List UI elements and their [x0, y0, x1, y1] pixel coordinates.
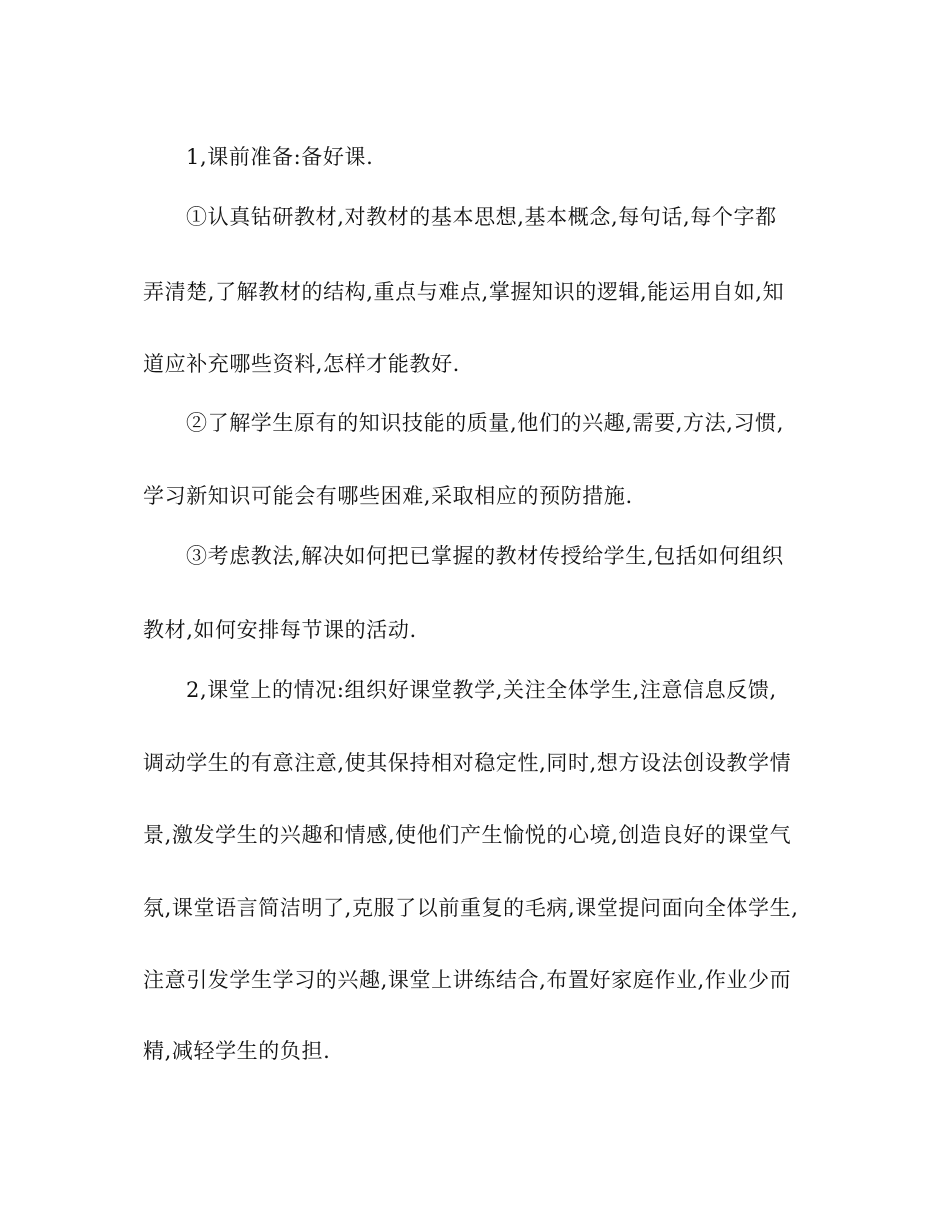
paragraph-1-line-1: ①认真钻研教材,对教材的基本思想,基本概念,每句话,每个字都 [186, 205, 777, 229]
section-2-line-1: 2,课堂上的情况:组织好课堂教学,关注全体学生,注意信息反馈, [186, 678, 777, 702]
paragraph-1-line-2: 弄清楚,了解教材的结构,重点与难点,掌握知识的逻辑,能运用自如,知 [143, 280, 785, 304]
paragraph-1-line-3: 道应补充哪些资料,怎样才能教好. [143, 352, 460, 376]
section-2-line-6: 精,减轻学生的负担. [143, 1039, 331, 1063]
section-2-line-2: 调动学生的有意注意,使其保持相对稳定性,同时,想方设法创设教学情 [143, 751, 792, 775]
paragraph-3-line-2: 教材,如何安排每节课的活动. [143, 618, 417, 642]
paragraph-2-line-2: 学习新知识可能会有哪些困难,采取相应的预防措施. [143, 484, 633, 508]
section-1-heading: 1,课前准备:备好课. [186, 145, 374, 169]
section-2-line-5: 注意引发学生学习的兴趣,课堂上讲练结合,布置好家庭作业,作业少而 [143, 968, 792, 992]
paragraph-2-line-1: ②了解学生原有的知识技能的质量,他们的兴趣,需要,方法,习惯, [186, 411, 784, 435]
paragraph-3-line-1: ③考虑教法,解决如何把已掌握的教材传授给学生,包括如何组织 [186, 544, 784, 568]
section-2-line-3: 景,激发学生的兴趣和情感,使他们产生愉悦的心境,创造良好的课堂气 [143, 823, 792, 847]
section-2-line-4: 氛,课堂语言简洁明了,克服了以前重复的毛病,课堂提问面向全体学生, [143, 896, 799, 920]
